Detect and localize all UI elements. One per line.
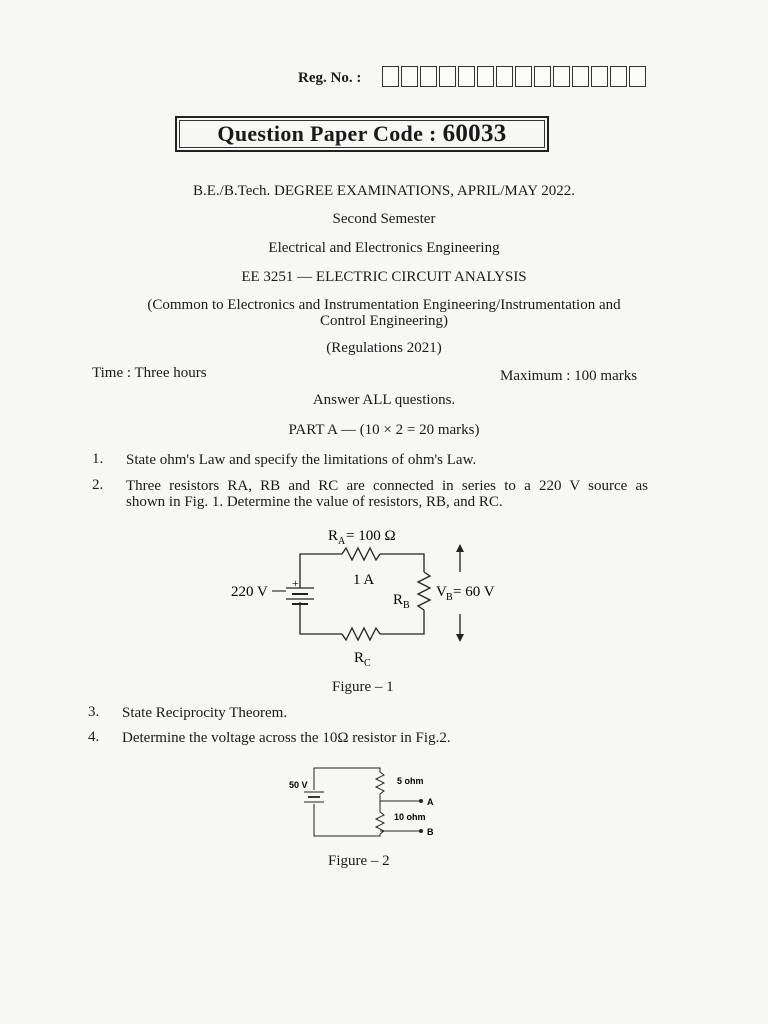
reg-digit-box[interactable] [629, 66, 646, 87]
time-label: Time : Three hours [92, 365, 207, 381]
rb-sub: B [403, 600, 410, 611]
reg-digit-box[interactable] [420, 66, 437, 87]
reg-digit-box[interactable] [496, 66, 513, 87]
question-text: Determine the voltage across the 10Ω resistor in Fig.2. [122, 730, 451, 746]
terminal-a [419, 799, 423, 803]
reg-digit-box[interactable] [610, 66, 627, 87]
code-label: Question Paper Code : [217, 121, 437, 146]
reg-digit-box[interactable] [477, 66, 494, 87]
semester-line: Second Semester [332, 211, 436, 227]
code-number: 60033 [442, 120, 507, 147]
resistor-5-ohm [376, 772, 384, 794]
reg-digit-box[interactable] [534, 66, 551, 87]
instruction-line: Answer ALL questions. [312, 392, 456, 408]
part-heading: PART A — (10 × 2 = 20 marks) [288, 422, 480, 438]
resistor-rb [418, 572, 430, 610]
ra-sub: A [338, 536, 346, 547]
common-line-2: Control Engineering) [320, 313, 448, 329]
wire [380, 554, 424, 572]
vb-value: = 60 V [453, 584, 495, 600]
terminal-b [419, 829, 423, 833]
question-number: 2. [92, 477, 104, 493]
degree-line: B.E./B.Tech. DEGREE EXAMINATIONS, APRIL/MAY 2022. [192, 183, 575, 199]
reg-digit-box[interactable] [591, 66, 608, 87]
arrow-head-up [456, 544, 464, 552]
reg-no-label: Reg. No. : [298, 70, 362, 86]
rc-label: R [354, 650, 365, 666]
source-label: 220 V [231, 584, 268, 600]
regulations-line: (Regulations 2021) [326, 340, 442, 356]
ra-label: R [328, 528, 339, 544]
question-text: State Reciprocity Theorem. [122, 705, 288, 721]
reg-digit-box[interactable] [515, 66, 532, 87]
reg-digit-box[interactable] [382, 66, 399, 87]
resistor-rc [342, 628, 380, 640]
wire [314, 804, 380, 836]
question-text-line-2: shown in Fig. 1. Determine the value of resistors, RB, and RC. [126, 494, 503, 510]
arrow-head-down [456, 634, 464, 642]
plus-sign: + [292, 576, 299, 590]
question-number: 1. [92, 451, 104, 467]
vb-label: V [436, 584, 447, 600]
question-text-line-1: Three resistors RA, RB and RC are connected in series to a 220 V source as [126, 478, 648, 494]
reg-digit-box[interactable] [572, 66, 589, 87]
wire [380, 610, 424, 634]
common-line-1: (Common to Electronics and Instrumentation Engineering/Instrumentation and [147, 297, 621, 313]
reg-digit-box[interactable] [401, 66, 418, 87]
source-label: 50 V [289, 780, 308, 790]
reg-digit-box[interactable] [458, 66, 475, 87]
wire [300, 554, 342, 588]
figure-2-circuit [280, 760, 460, 850]
figure-2-caption: Figure – 2 [328, 853, 390, 869]
node-b-label: B [427, 827, 434, 837]
node-a-label: A [427, 797, 434, 807]
current-label: 1 A [353, 572, 375, 588]
reg-digit-box[interactable] [553, 66, 570, 87]
course-line: EE 3251 — ELECTRIC CIRCUIT ANALYSIS [241, 269, 527, 285]
ra-value: = 100 Ω [346, 528, 396, 544]
wire [314, 768, 380, 790]
rb-label: R [393, 592, 404, 608]
r2-label: 10 ohm [394, 812, 426, 822]
figure-1-caption: Figure – 1 [332, 679, 394, 695]
wire [300, 602, 342, 634]
question-paper-code-box [175, 116, 549, 152]
question-number: 3. [88, 704, 100, 720]
branch-line: Electrical and Electronics Engineering [268, 240, 500, 256]
vb-sub: B [446, 592, 453, 603]
max-marks-label: Maximum : 100 marks [500, 368, 638, 384]
resistor-ra [342, 548, 380, 560]
question-text: State ohm's Law and specify the limitations of ohm's Law. [126, 452, 477, 468]
rc-sub: C [364, 658, 371, 669]
question-number: 4. [88, 729, 100, 745]
figure-1-circuit [220, 520, 520, 670]
reg-digit-box[interactable] [439, 66, 456, 87]
reg-no-boxes[interactable] [382, 66, 648, 87]
r1-label: 5 ohm [397, 776, 424, 786]
